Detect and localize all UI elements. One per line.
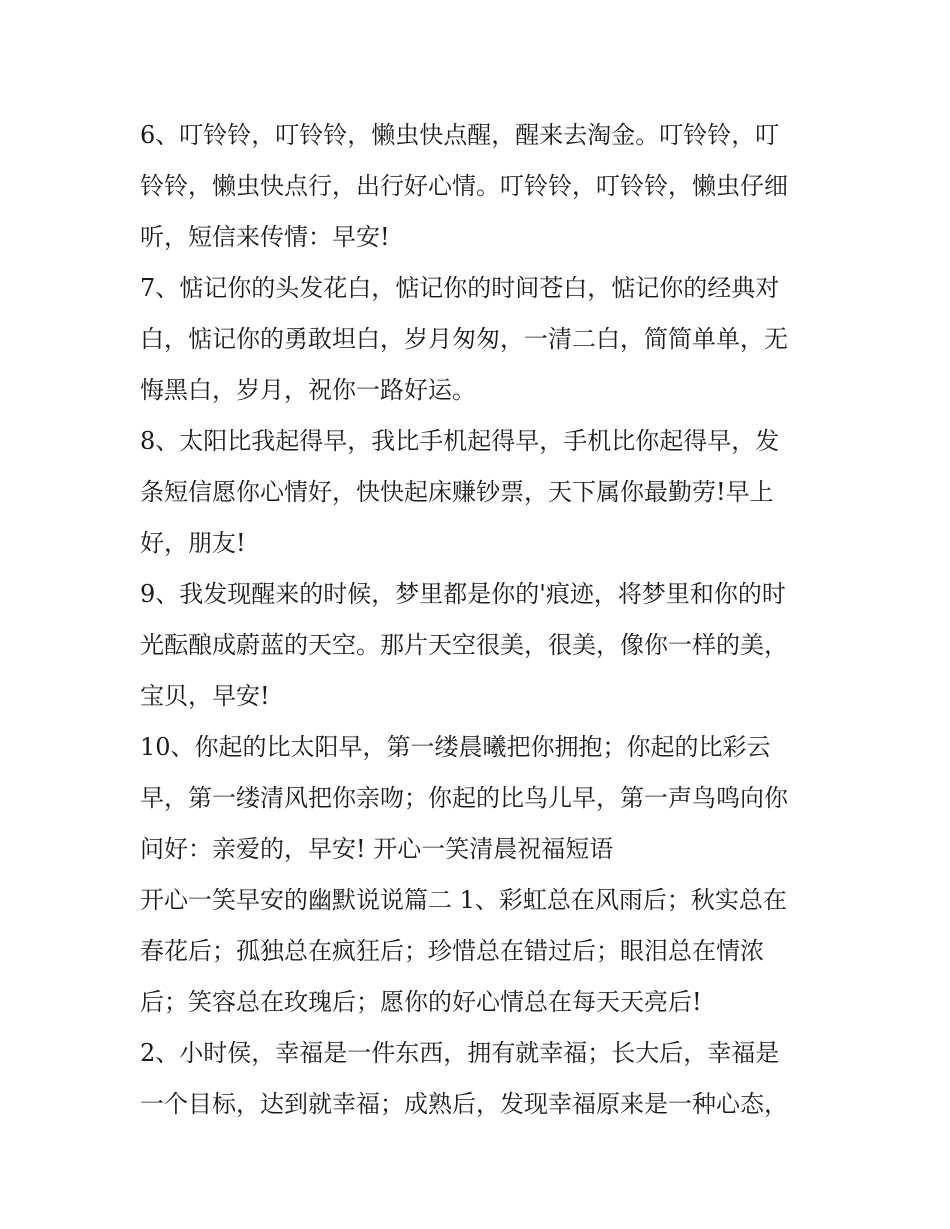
text-line: 7、惦记你的头发花白，惦记你的时间苍白，惦记你的经典对 bbox=[140, 274, 780, 302]
text-line: 10、你起的比太阳早，第一缕晨曦把你拥抱；你起的比彩云 bbox=[140, 733, 771, 761]
text-line: 8、太阳比我起得早，我比手机起得早，手机比你起得早，发 bbox=[140, 427, 780, 455]
text-line: 9、我发现醒来的时候，梦里都是你的'痕迹，将梦里和你的时 bbox=[140, 580, 786, 608]
text-line: 早，第一缕清风把你亲吻；你起的比鸟儿早，第一声鸟鸣向你 bbox=[140, 784, 788, 812]
text-line: 一个目标，达到就幸福；成熟后，发现幸福原来是一种心态， bbox=[140, 1090, 788, 1118]
document-body bbox=[140, 110, 820, 1130]
text-line: 6、叮铃铃，叮铃铃，懒虫快点醒，醒来去淘金。叮铃铃，叮 bbox=[140, 121, 780, 149]
text-line: 2、小时侯，幸福是一件东西，拥有就幸福；长大后，幸福是 bbox=[140, 1039, 780, 1067]
text-line: 白，惦记你的勇敢坦白，岁月匆匆，一清二白，简简单单，无 bbox=[140, 325, 788, 353]
text-line: 春花后；孤独总在疯狂后；珍惜总在错过后；眼泪总在情浓 bbox=[140, 937, 764, 965]
text-line: 宝贝，早安! bbox=[140, 682, 270, 710]
text-line: 悔黑白，岁月，祝你一路好运。 bbox=[140, 376, 476, 404]
text-line: 好，朋友! bbox=[140, 529, 246, 557]
text-line: 光酝酿成蔚蓝的天空。那片天空很美，很美，像你一样的美， bbox=[140, 631, 788, 659]
text-line: 问好：亲爱的，早安! 开心一笑清晨祝福短语 bbox=[140, 835, 614, 863]
text-line: 铃铃，懒虫快点行，出行好心情。叮铃铃，叮铃铃，懒虫仔细 bbox=[140, 172, 788, 200]
text-line: 条短信愿你心情好，快快起床赚钞票，天下属你最勤劳!早上 bbox=[140, 478, 774, 506]
text-line: 听，短信来传情：早安! bbox=[140, 223, 390, 251]
text-line: 后；笑容总在玫瑰后；愿你的好心情总在每天天亮后! bbox=[140, 988, 702, 1016]
text-line: 开心一笑早安的幽默说说篇二 1、彩虹总在风雨后；秋实总在 bbox=[140, 886, 787, 914]
